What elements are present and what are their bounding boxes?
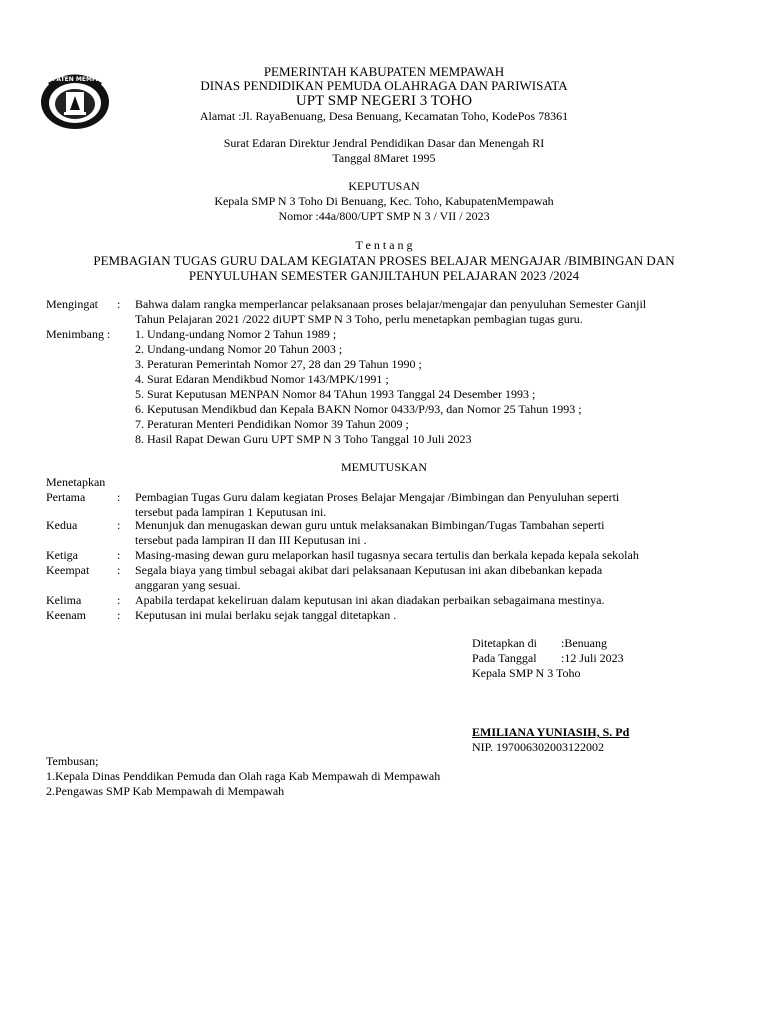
pertama-line1: Pembagian Tugas Guru dalam kegiatan Proses Belajar Mengajar /Bimbingan dan Penyuluhan seperti	[135, 490, 620, 504]
circular-date: Tanggal 8Maret 1995	[332, 151, 436, 165]
letterhead-address: Alamat :Jl. RayaBenuang, Desa Benuang, Kecamatan Toho, KodePos 78361	[199, 109, 569, 123]
tembusan-heading: Tembusan;	[46, 754, 99, 768]
signature-position: Kepala SMP N 3 Toho	[472, 666, 581, 680]
ketiga-label: Ketiga	[46, 548, 78, 562]
keempat-colon: :	[117, 563, 121, 577]
about-title-line1: PEMBAGIAN TUGAS GURU DALAM KEGIATAN PROSES BELAJAR MENGAJAR /BIMBINGAN DAN	[93, 253, 675, 268]
signatory-name: EMILIANA YUNIASIH, S. Pd	[472, 725, 630, 739]
menimbang-item: 2. Undang-undang Nomor 20 Tahun 2003 ;	[135, 342, 343, 356]
menimbang-item: 6. Keputusan Mendikbud dan Kepala BAKN Nomor 0433/P/93, dan Nomor 25 Tahun 1993 ;	[135, 402, 582, 416]
tembusan-item: 2.Pengawas SMP Kab Mempawah di Mempawah	[46, 784, 285, 798]
signature-place-value: :Benuang	[561, 636, 607, 650]
kelima-colon: :	[117, 593, 121, 607]
keenam-colon: :	[117, 608, 121, 622]
menimbang-label: Menimbang :	[46, 327, 111, 341]
menimbang-item: 7. Peraturan Menteri Pendidikan Nomor 39 Tahun 2009 ;	[135, 417, 409, 431]
kelima-label: Kelima	[46, 593, 82, 607]
signature-date-value: :12 Juli 2023	[561, 651, 624, 665]
pertama-colon: :	[117, 490, 121, 504]
letterhead-school: UPT SMP NEGERI 3 TOHO	[295, 93, 473, 109]
pertama-label: Pertama	[46, 490, 86, 504]
keempat-line2: anggaran yang sesuai.	[135, 578, 241, 592]
pertama-line2: tersebut pada lampiran 1 Keputusan ini.	[135, 505, 327, 519]
keenam-line1: Keputusan ini mulai berlaku sejak tanggal ditetapkan .	[135, 608, 397, 622]
signature-place-label: Ditetapkan di	[472, 636, 537, 650]
about-heading: T e n t a n g	[355, 238, 413, 252]
decision-number: Nomor :44a/800/UPT SMP N 3 / VII / 2023	[278, 209, 490, 223]
memutuskan-heading: MEMUTUSKAN	[340, 460, 427, 474]
decision-issuer: Kepala SMP N 3 Toho Di Benuang, Kec. Toho, KabupatenMempawah	[214, 194, 554, 208]
about-title-line2: PENYULUHAN SEMESTER GANJILTAHUN PELAJARAN 2023 /2024	[188, 268, 580, 283]
kedua-line2: tersebut pada lampiran II dan III Keputusan ini .	[135, 533, 367, 547]
mengingat-label: Mengingat	[46, 297, 98, 311]
menimbang-item: 1. Undang-undang Nomor 2 Tahun 1989 ;	[135, 327, 337, 341]
keenam-label: Keenam	[46, 608, 86, 622]
kedua-colon: :	[117, 518, 121, 532]
circular-reference: Surat Edaran Direktur Jendral Pendidikan Dasar dan Menengah RI	[223, 136, 545, 150]
menimbang-item: 4. Surat Edaran Mendikbud Nomor 143/MPK/1991 ;	[135, 372, 389, 386]
emblem-text: KABUPATEN MEMPAWAH	[36, 76, 114, 83]
tembusan-item: 1.Kepala Dinas Penddikan Pemuda dan Olah raga Kab Mempawah di Mempawah	[46, 769, 441, 783]
signatory-nip: NIP. 197006302003122002	[472, 740, 605, 754]
menimbang-item: 5. Surat Keputusan MENPAN Nomor 84 TAhun 1993 Tanggal 24 Desember 1993 ;	[135, 387, 536, 401]
menimbang-item: 8. Hasil Rapat Dewan Guru UPT SMP N 3 Toho Tanggal 10 Juli 2023	[135, 432, 472, 446]
letterhead-agency: DINAS PENDIDIKAN PEMUDA OLAHRAGA DAN PARIWISATA	[200, 78, 568, 93]
ketiga-colon: :	[117, 548, 121, 562]
signature-date-label: Pada Tanggal	[472, 651, 537, 665]
keempat-line1: Segala biaya yang timbul sebagai akibat dari pelaksanaan Keputusan ini akan dibebankan kepada	[135, 563, 603, 577]
kelima-line1: Apabila terdapat kekeliruan dalam keputusan ini akan diadakan perbaikan sebagaimana mestinya.	[135, 593, 605, 607]
ketiga-line1: Masing-masing dewan guru melaporkan hasil tugasnya secara tertulis dan berkala kepada kepala sekolah	[135, 548, 639, 562]
menetapkan-label: Menetapkan	[46, 475, 106, 489]
mengingat-line1: Bahwa dalam rangka memperlancar pelaksanaan proses belajar/mengajar dan penyuluhan Semester Ganjil	[135, 297, 647, 311]
letterhead-government: PEMERINTAH KABUPATEN MEMPAWAH	[263, 64, 505, 79]
decision-heading: KEPUTUSAN	[348, 179, 420, 193]
keempat-label: Keempat	[46, 563, 90, 577]
kedua-line1: Menunjuk dan menugaskan dewan guru untuk melaksanakan Bimbingan/Tugas Tambahan seperti	[135, 518, 605, 532]
mengingat-colon: :	[117, 297, 121, 311]
mengingat-line2: Tahun Pelajaran 2021 /2022 diUPT SMP N 3 Toho, perlu menetapkan pembagian tugas guru.	[135, 312, 583, 326]
menimbang-item: 3. Peraturan Pemerintah Nomor 27, 28 dan 29 Tahun 1990 ;	[135, 357, 422, 371]
kedua-label: Kedua	[46, 518, 78, 532]
